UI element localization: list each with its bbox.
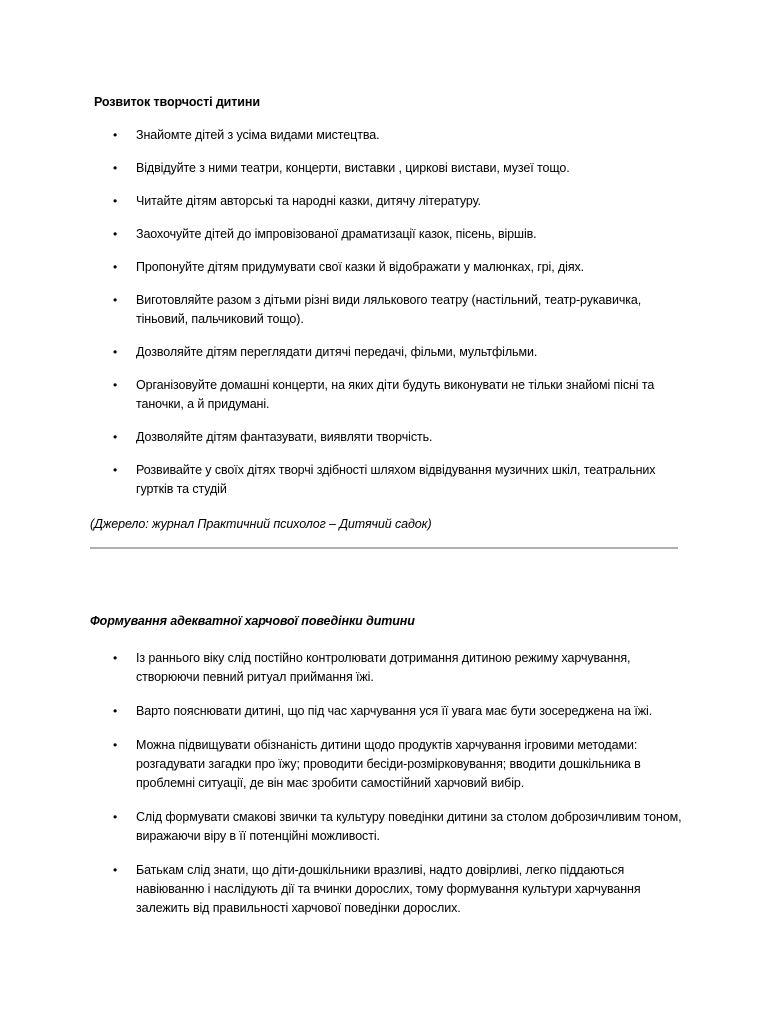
source-citation: (Джерело: журнал Практичний психолог – Дитячий садок) [90,517,432,531]
list-item [113,291,693,329]
bullet-icon: • [113,651,118,665]
bullet-icon: • [113,704,118,718]
list-item-text: Заохочуйте дітей до імпровізованої драматизації казок, пісень, віршів. [136,227,537,241]
list-item [113,258,693,277]
list-item-text: Організовуйте домашні концерти, на яких діти будуть виконувати не тільки знайомі пісні та таночки, а й придумані. [136,378,655,411]
list-item-text: Знайомте дітей з усіма видами мистецтва. [136,128,380,142]
bullet-icon: • [113,430,118,444]
list-item [113,159,693,178]
list-item-text: Варто пояснювати дитині, що під час харчування уся її увага має бути зосереджена на їжі. [136,704,653,718]
bullet-icon: • [113,738,118,752]
list-item [113,808,693,846]
list-item-text: Читайте дітям авторські та народні казки, дитячу літературу. [136,194,481,208]
list-item [113,428,693,447]
list-item [113,461,693,499]
list-item-text: Із раннього віку слід постійно контролювати дотримання дитиною режиму харчування, створюючи певний ритуал приймання їжі. [136,651,631,684]
list-item-text: Батькам слід знати, що діти-дошкільники вразливі, надто довірливі, легко піддаються навіюванню і наслідують дії та вчинки дорослих, тому формування культури харчування залежить від правильності харчової поведінки дорослих. [136,863,641,915]
bullet-icon: • [113,378,118,392]
list-item [113,225,693,244]
horizontal-divider [90,547,678,549]
nutrition-list [113,649,693,933]
bullet-icon: • [113,260,118,274]
bullet-icon: • [113,345,118,359]
creativity-list [113,126,693,513]
list-item-text: Слід формувати смакові звички та культуру поведінки дитини за столом доброзичливим тоном, виражаючи віру в її потенційні можливості. [136,810,682,843]
list-item-text: Можна підвищувати обізнаність дитини щодо продуктів харчування ігровими методами: розгадувати загадки про їжу; проводити бесіди-розмірковування; вводити дошкільника в проблемні ситуації, де він має зробити самостійний харчовий вибір. [136,738,641,790]
list-item [113,192,693,211]
list-item-text: Дозволяйте дітям фантазувати, виявляти творчість. [136,430,433,444]
list-item-text: Дозволяйте дітям переглядати дитячі передачі, фільми, мультфільми. [136,345,538,359]
bullet-icon: • [113,194,118,208]
bullet-icon: • [113,810,118,824]
list-item-text: Виготовляйте разом з дітьми різні види лялькового театру (настільний, театр-рукавичка, тіньовий, пальчиковий тощо). [136,293,642,326]
list-item [113,702,693,721]
list-item-text: Відвідуйте з ними театри, концерти, виставки , циркові вистави, музеї тощо. [136,161,570,175]
list-item [113,649,693,687]
bullet-icon: • [113,293,118,307]
bullet-icon: • [113,227,118,241]
bullet-icon: • [113,463,118,477]
bullet-icon: • [113,863,118,877]
list-item [113,126,693,145]
list-item [113,343,693,362]
list-item [113,861,693,918]
bullet-icon: • [113,161,118,175]
list-item [113,376,693,414]
list-item [113,736,693,793]
list-item-text: Пропонуйте дітям придумувати свої казки й відображати у малюнках, грі, діях. [136,260,585,274]
bullet-icon: • [113,128,118,142]
section-title-creativity: Розвиток творчості дитини [94,95,260,109]
list-item-text: Розвивайте у своїх дітях творчі здібності шляхом відвідування музичних шкіл, театральних гуртків та студій [136,463,656,496]
section-title-nutrition: Формування адекватної харчової поведінки дитини [90,614,415,628]
